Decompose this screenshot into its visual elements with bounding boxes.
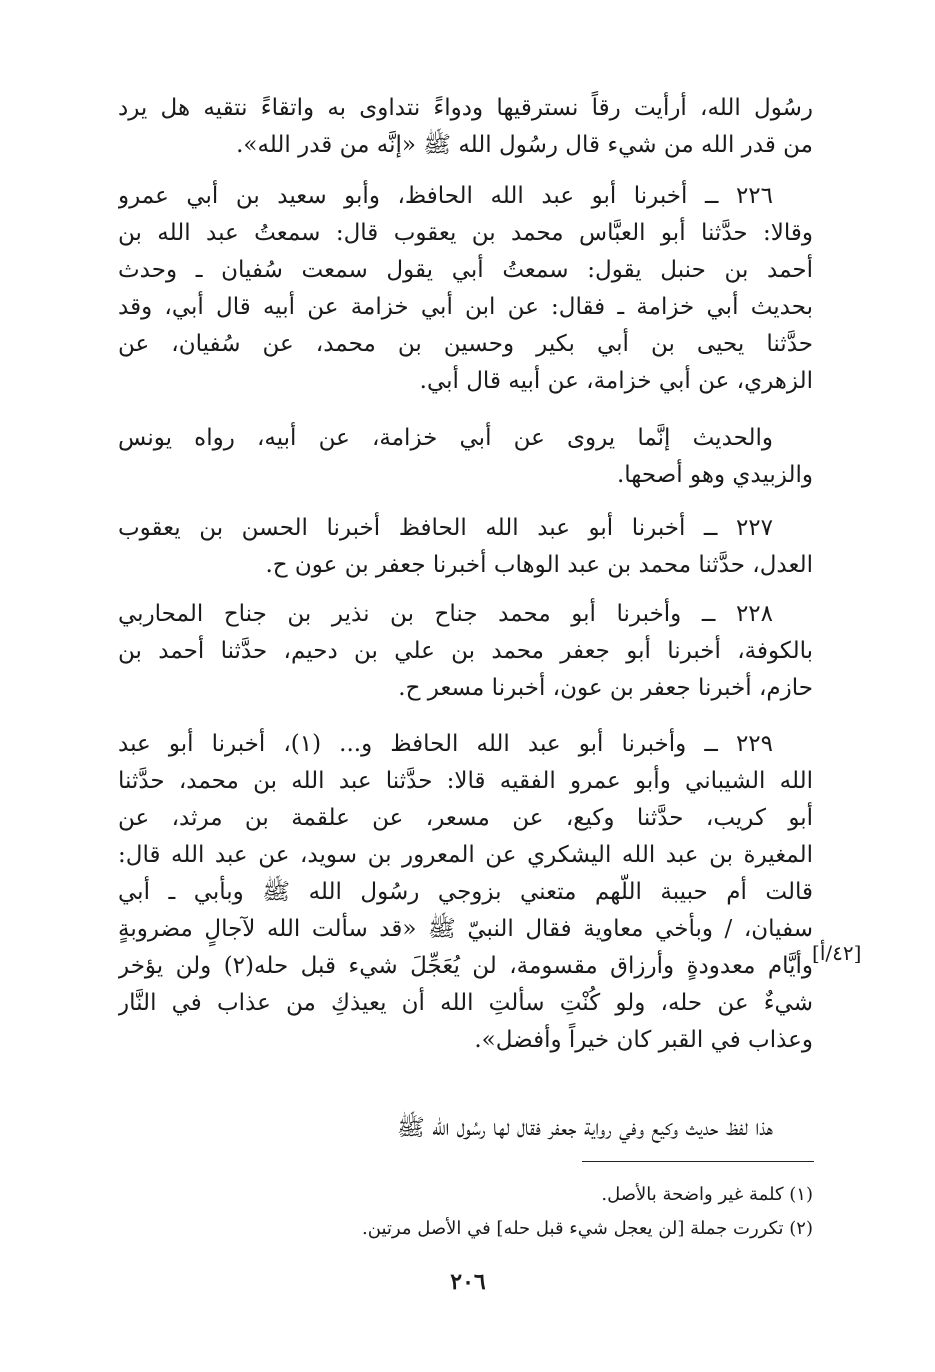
footnotes [300, 1178, 813, 1246]
text-line: سفيان، / وبأخي معاوية فقال النبيّ ﷺ «قد سألت الله لآجالٍ مضروبةٍ [118, 916, 813, 942]
margin-folio-reference: [٤٢/أ] [812, 941, 862, 965]
text-line: أحمد بن حنبل يقول: سمعتُ أبي يقول سمعت سُفيان ـ وحدث [118, 257, 813, 283]
text-line: ٢٢٨ ــ وأخبرنا أبو محمد جناح بن نذير بن جناح المحاربي [118, 601, 773, 627]
footnote-1: (١) كلمة غير واضحة بالأصل. [601, 1184, 813, 1205]
text-line: وقالا: حدَّثنا أبو العبَّاس محمد بن يعقوب قال: سمعتُ عبد الله بن [118, 220, 813, 246]
text-line: بحديث أبي خزامة ـ فقال: عن ابن أبي خزامة عن أبيه قال أبي، وقد [118, 294, 813, 320]
footnote-divider [582, 1161, 814, 1162]
text-line: أبو كريب، حدَّثنا وكيع، عن مسعر، عن علقمة بن مرثد، عن [118, 805, 813, 831]
paragraph-229 [118, 726, 813, 1059]
paragraph-228 [118, 596, 813, 707]
text-line: ٢٢٦ ــ أخبرنا أبو عبد الله الحافظ، وأبو سعيد بن أبي عمرو [118, 183, 773, 209]
page-number: ٢٠٦ [450, 1269, 486, 1295]
text-line: ٢٢٩ ــ وأخبرنا أبو عبد الله الحافظ و... (١)، أخبرنا أبو عبد [118, 731, 773, 757]
text-line: وأيَّام معدودةٍ وأرزاق مقسومة، لن يُعَجِّلَ شيء قبل حله(٢) ولن يؤخر [118, 953, 813, 979]
text-line: الله الشيباني وأبو عمرو الفقيه قالا: حدَّثنا عبد الله بن محمد، حدَّثنا [118, 768, 813, 794]
text-line: وعذاب في القبر كان خيراً وأفضل». [474, 1027, 813, 1053]
text-line: المغيرة بن عبد الله اليشكري عن المعرور بن سويد، عن عبد الله قال: [118, 842, 813, 868]
footnote-2: (٢) تكررت جملة [لن يعجل شيء قبل حله] في الأصل مرتين. [362, 1218, 813, 1239]
text-line: حدَّثنا يحيى بن أبي بكير وحسين بن محمد، عن سُفيان، عن [118, 331, 813, 357]
text-line: قالت أم حبيبة اللَّهم متعني بزوجي رسُول الله ﷺ وبأبي ـ أبي [118, 879, 813, 905]
text-line: شيءٌ عن حله، ولو كُنْتِ سألتِ الله أن يعيذكِ من عذاب في النَّار [118, 990, 813, 1016]
paragraph-227 [118, 510, 813, 584]
text-line: من قدر الله من شيء قال رسُول الله ﷺ «إنَّه من قدر الله». [236, 132, 813, 158]
text-line: الزهري، عن أبي خزامة، عن أبيه قال أبي. [419, 368, 813, 394]
text-line: ٢٢٧ ــ أخبرنا أبو عبد الله الحافظ أخبرنا الحسن بن يعقوب [118, 515, 773, 541]
text-line: رسُول الله، أرأيت رقاً نسترقيها ودواءً نتداوى به واتقاءً نتقيه هل يرد [118, 95, 813, 121]
paragraph-continuation [118, 90, 813, 164]
text-line: والزبيدي وهو أصحها. [616, 462, 813, 488]
paragraph-226 [118, 178, 813, 400]
text-line: العدل، حدَّثنا محمد بن عبد الوهاب أخبرنا جعفر بن عون ح. [265, 552, 813, 578]
text-line: حازم، أخبرنا جعفر بن عون، أخبرنا مسعر ح. [398, 675, 813, 701]
paragraph-226-note [118, 420, 813, 494]
text-line: بالكوفة، أخبرنا أبو جعفر محمد بن علي بن دحيم، حدَّثنا أحمد بن [118, 638, 813, 664]
text-line: والحديث إنَّما يروى عن أبي خزامة، عن أبيه، رواه يونس [118, 425, 773, 451]
text-line: هذا لفظ حديث وكيع وفي رواية جعفر فقال لها رسُول الله ﷺ [397, 1115, 773, 1141]
paragraph-229-note [118, 1110, 813, 1147]
